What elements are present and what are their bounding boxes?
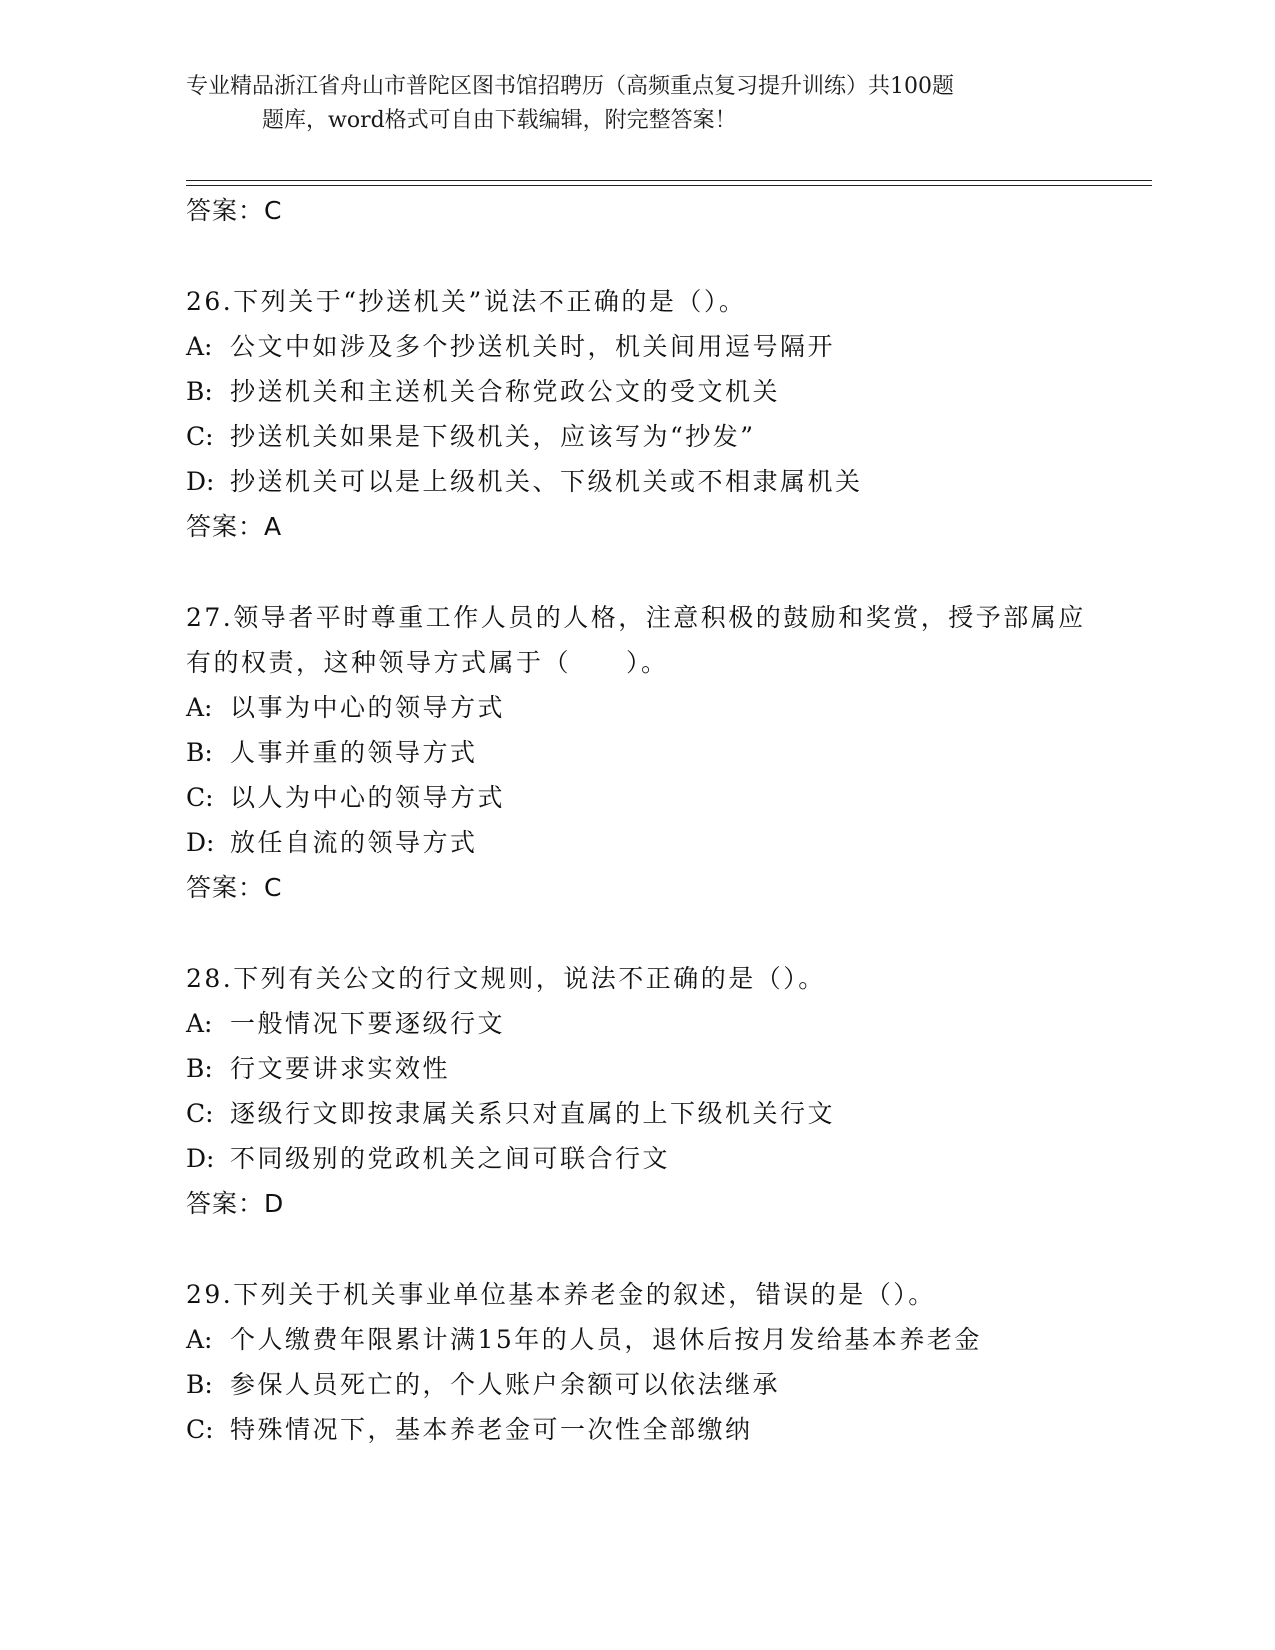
option-d <box>186 1136 1152 1181</box>
option-a <box>186 324 1152 369</box>
option-label: C: <box>186 422 214 451</box>
option-c <box>186 414 1152 459</box>
question-list <box>186 188 1152 1452</box>
option-text: 一般情况下要逐级行文 <box>230 1009 506 1038</box>
question-answer: 答案：D <box>186 1189 285 1218</box>
option-text: 参保人员死亡的，个人账户余额可以依法继承 <box>230 1370 781 1399</box>
question-answer: 答案：C <box>186 873 283 902</box>
option-d <box>186 459 1152 504</box>
question-26 <box>186 279 1152 550</box>
option-label: A: <box>186 693 213 722</box>
option-b <box>186 730 1152 775</box>
question-29 <box>186 1272 1152 1452</box>
document-header <box>186 70 1086 138</box>
option-d <box>186 820 1152 865</box>
option-text: 个人缴费年限累计满15年的人员，退休后按月发给基本养老金 <box>230 1325 982 1354</box>
header-rule-top <box>186 180 1152 181</box>
option-text: 以人为中心的领导方式 <box>230 783 506 812</box>
option-b <box>186 1362 1152 1407</box>
question-text: 26.下列关于“抄送机关”说法不正确的是（）。 <box>186 287 747 316</box>
option-label: A: <box>186 332 213 361</box>
option-a <box>186 1317 1152 1362</box>
option-text: 抄送机关和主送机关合称党政公文的受文机关 <box>230 377 781 406</box>
option-text: 人事并重的领导方式 <box>230 738 478 767</box>
option-text: 不同级别的党政机关之间可联合行文 <box>230 1144 671 1173</box>
option-label: A: <box>186 1325 213 1354</box>
option-label: C: <box>186 1099 214 1128</box>
option-label: B: <box>186 1054 213 1083</box>
header-title-line2: 题库，word格式可自由下载编辑，附完整答案！ <box>262 108 737 133</box>
question-text: 29.下列关于机关事业单位基本养老金的叙述，错误的是（）。 <box>186 1280 936 1309</box>
question-answer: 答案：A <box>186 512 283 541</box>
option-text: 特殊情况下，基本养老金可一次性全部缴纳 <box>230 1415 753 1444</box>
option-label: B: <box>186 377 213 406</box>
option-b <box>186 1046 1152 1091</box>
option-label: D: <box>186 467 215 496</box>
option-text: 放任自流的领导方式 <box>230 828 478 857</box>
header-rule-bottom <box>186 185 1152 186</box>
question-text: 28.下列有关公文的行文规则，说法不正确的是（）。 <box>186 964 826 993</box>
option-c <box>186 1091 1152 1136</box>
option-c <box>186 775 1152 820</box>
option-label: B: <box>186 738 213 767</box>
option-text: 逐级行文即按隶属关系只对直属的上下级机关行文 <box>230 1099 836 1128</box>
option-label: A: <box>186 1009 213 1038</box>
option-text: 行文要讲求实效性 <box>230 1054 451 1083</box>
question-27 <box>186 595 1152 911</box>
previous-answer: 答案：C <box>186 196 283 225</box>
option-label: C: <box>186 783 214 812</box>
option-a <box>186 685 1152 730</box>
option-text: 以事为中心的领导方式 <box>230 693 506 722</box>
option-text: 抄送机关如果是下级机关，应该写为“抄发” <box>230 422 756 451</box>
option-a <box>186 1001 1152 1046</box>
question-text: 27.领导者平时尊重工作人员的人格，注意积极的鼓励和奖赏，授予部属应有的权责，这种领导方式属于（ ）。 <box>186 603 1086 677</box>
option-c <box>186 1407 1152 1452</box>
option-label: B: <box>186 1370 213 1399</box>
header-title-line1: 专业精品浙江省舟山市普陀区图书馆招聘历（高频重点复习提升训练）共100题 <box>186 74 954 99</box>
option-text: 抄送机关可以是上级机关、下级机关或不相隶属机关 <box>230 467 863 496</box>
option-label: D: <box>186 1144 215 1173</box>
option-label: D: <box>186 828 215 857</box>
option-b <box>186 369 1152 414</box>
option-label: C: <box>186 1415 214 1444</box>
option-text: 公文中如涉及多个抄送机关时，机关间用逗号隔开 <box>230 332 836 361</box>
question-28 <box>186 956 1152 1227</box>
